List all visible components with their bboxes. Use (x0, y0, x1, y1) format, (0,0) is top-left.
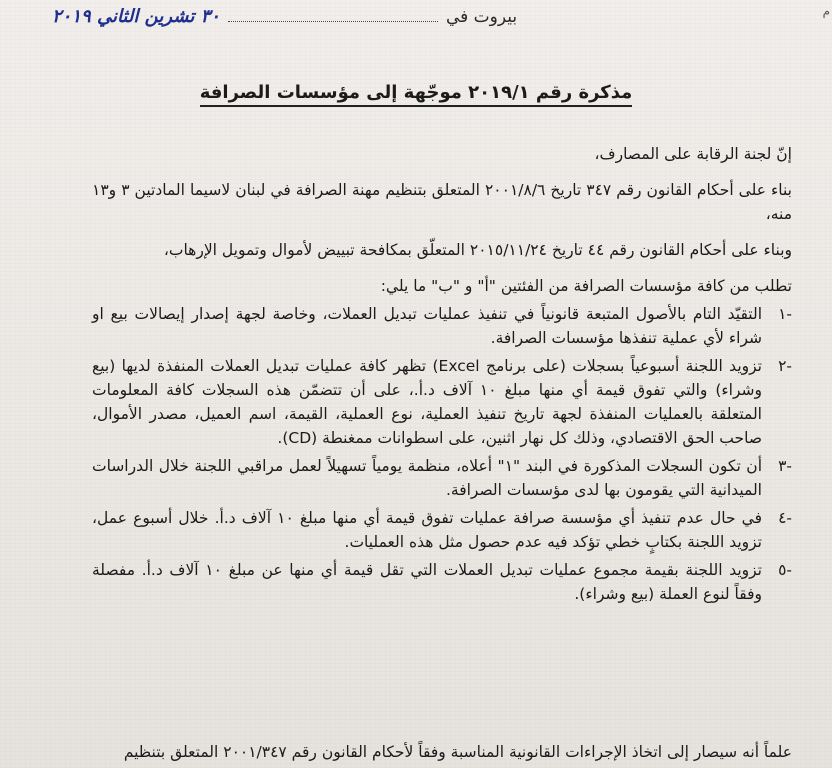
list-item-number: -٣ (778, 457, 792, 475)
list-item (92, 454, 792, 502)
list-item (92, 354, 792, 450)
date-dotted-line (228, 7, 438, 22)
date-location-label: بيروت في (445, 7, 518, 27)
legal-basis-paragraph-2: وبناء على أحكام القانون رقم ٤٤ تاريخ ٢٠١٥/١١/٢٤ المتعلّق بمكافحة تبييض لأموال وتمويل الإرهاب، (163, 241, 792, 259)
list-item-text: في حال عدم تنفيذ أي مؤسسة صرافة عمليات تفوق قيمة أي منها مبلغ ١٠ آلاف د.أ. خلال أسبوع عمل، تزويد اللجنة بكتابٍ خطي تؤكد فيه عدم حصول مثل هذه العمليات. (92, 509, 762, 551)
addressee-paragraph: إنّ لجنة الرقابة على المصارف، (594, 145, 792, 163)
list-item-text: أن تكون السجلات المذكورة في البند "١" أعلاه، منظمة يومياً تسهيلاً لعمل مراقبي اللجنة خلال الدراسات الميدانية التي يقومون بها لدى مؤسسات الصرافة. (92, 457, 762, 499)
list-item-number: -١ (778, 305, 792, 323)
list-item-number: -٢ (778, 357, 792, 375)
list-item (92, 506, 792, 554)
handwritten-date: ٣٠ تشرين الثاني ٢٠١٩ (52, 6, 220, 27)
list-item-number: -٥ (778, 561, 792, 579)
list-item-number: -٤ (778, 509, 792, 527)
closing-paragraph: علماً أنه سيصار إلى اتخاذ الإجراءات القانونية المناسبة وفقاً لأحكام القانون رقم ٢٠٠١/٣٤٧ المتعلق بتنظيم (123, 743, 792, 761)
memo-body (92, 142, 792, 610)
legal-basis-paragraph-1: بناء على أحكام القانون رقم ٣٤٧ تاريخ ٢٠٠١/٨/٦ المتعلق بتنظيم مهنة الصرافة في لبنان لاسيما المادتين ٣ و١٣ منه، (92, 181, 792, 223)
list-item-text: تزويد اللجنة أسبوعياً بسجلات (على برنامج Excel) تظهر كافة عمليات تبديل العملات المنفذة لديها (بيع وشراء) والتي تفوق قيمة أي منها مبلغ ١٠ آلاف د.أ.، على أن تتضمّن هذه السجلات كافة المعلومات المتعلقة بالعمليات المنفذة لجهة تاريخ تنفيذ العملية، نوع العملية، القيمة، اسم العميل، مصدر الأموال، صاحب الحق الاقتصادي، وذلك كل نهار اثنين، على اسطوانات ممغنطة (CD). (92, 357, 762, 447)
memo-title-text: مذكرة رقم ٢٠١٩/١ موجّهة إلى مؤسسات الصرافة (200, 82, 633, 107)
list-item-text: تزويد اللجنة بقيمة مجموع عمليات تبديل العملات التي تقل قيمة أي منها عن مبلغ ١٠ آلاف د.أ. مفصلة وفقاً لنوع العملة (بيع وشراء). (92, 561, 762, 603)
memo-title (0, 82, 832, 103)
corner-mark: م (822, 4, 830, 18)
list-item (92, 302, 792, 350)
list-item-text: التقيّد التام بالأصول المتبعة قانونياً في تنفيذ عمليات تبديل العملات، وخاصة لجهة إصدار إيصالات بيع او شراء لأي عملية تنفذها مؤسسات الصرافة. (92, 305, 762, 347)
request-intro-paragraph: تطلب من كافة مؤسسات الصرافة من الفئتين "أ" و "ب" ما يلي: (380, 277, 792, 295)
requirements-list (92, 302, 792, 606)
list-item (92, 558, 792, 606)
date-line (52, 6, 517, 27)
